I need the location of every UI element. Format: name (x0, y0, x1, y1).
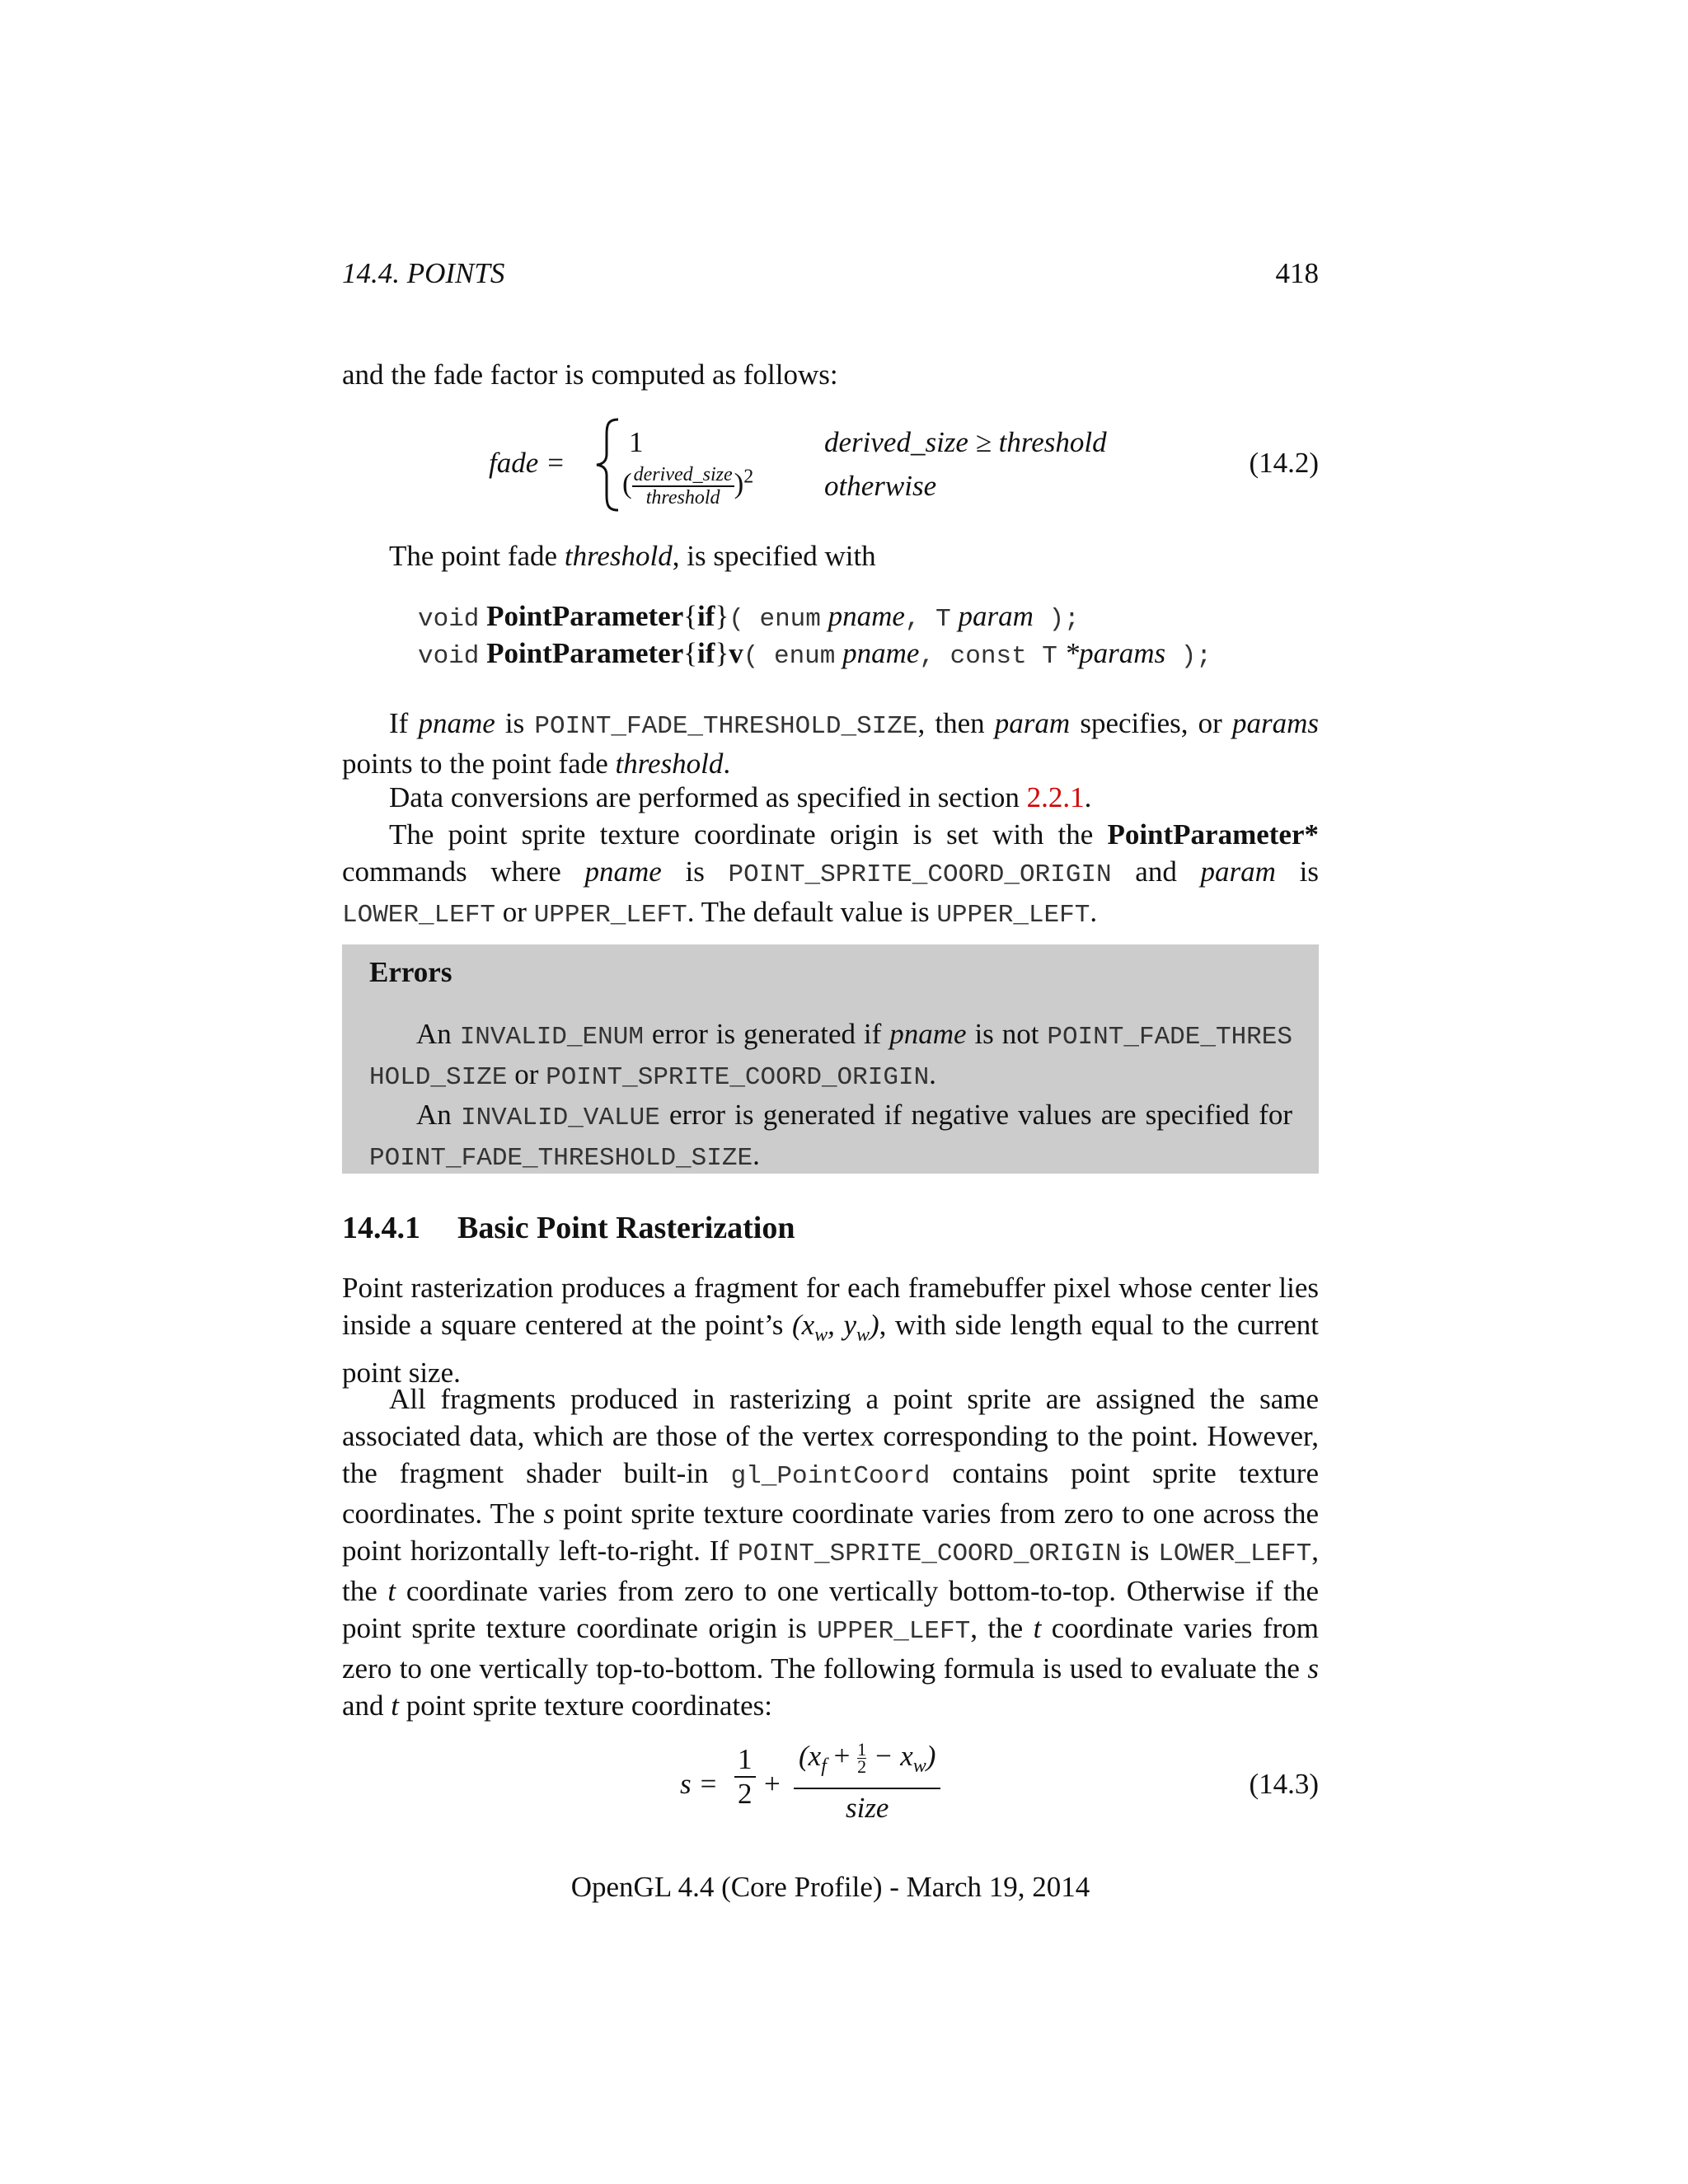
param-var: param (994, 707, 1071, 739)
text-run: coordinate varies from zero to one vertically top-to-bottom. The following formula is used to evaluate the (342, 1612, 1319, 1685)
text-run: . (723, 748, 731, 780)
text-run: is (1275, 855, 1319, 888)
paragraph-data-conversions (342, 779, 1319, 816)
fraction-denominator: size (845, 1792, 889, 1824)
t-var: t (391, 1690, 400, 1722)
subscript: w (912, 1755, 926, 1777)
constant: POINT_SPRITE_COORD_ORIGIN (738, 1540, 1122, 1568)
separator: , (904, 605, 936, 634)
paragraph-point-sprite (342, 1380, 1319, 1724)
text-run: , with side length equal to the current point size. (342, 1309, 1320, 1389)
return-type: void (418, 642, 480, 671)
constant: LOWER_LEFT (1158, 1540, 1312, 1568)
text-run: , is specified with (672, 540, 876, 572)
offset-fraction (794, 1735, 940, 1827)
constant: INVALID_VALUE (460, 1104, 660, 1132)
function-name: PointParameter (486, 600, 684, 632)
function-suffix: if (697, 637, 715, 669)
intro-paragraph: and the fade factor is computed as follows: (342, 359, 838, 391)
s-var: s (1307, 1652, 1319, 1685)
param-type: const T (950, 642, 1057, 671)
text-run: + (826, 1740, 858, 1772)
s-var: s (543, 1497, 555, 1530)
constant: POINT_SPRITE_COORD_ORIGIN (546, 1063, 930, 1092)
document-page (342, 0, 1319, 2184)
paragraph-point-rasterization (342, 1269, 1319, 1391)
constant: INVALID_ENUM (459, 1023, 644, 1052)
paren-open: ( (729, 605, 760, 634)
text-run: point sprite texture coordinates: (399, 1690, 772, 1722)
constant: POINT_SPRITE_COORD_ORIGIN (728, 860, 1112, 889)
text-run: All fragments produced in rasterizing a point sprite are assigned the same associated data, which are those of the vertex corresponding to the point. However, the fragment shader built-in (342, 1383, 1319, 1489)
constant: POINT_FADE_THRESHOLD_SIZE (534, 712, 918, 741)
param-type: T (935, 605, 951, 634)
equation-14-2 (342, 416, 1319, 515)
code-prototype-1 (418, 600, 1080, 634)
params-var: params (1231, 707, 1319, 739)
tiny-denominator: 2 (857, 1756, 867, 1778)
pname-var: pname (584, 855, 662, 888)
brace-open: { (683, 600, 698, 632)
text-run: is (495, 707, 535, 739)
paragraph-sprite-origin (342, 816, 1319, 934)
text-run: contains point sprite texture coordinates. The (342, 1457, 1319, 1530)
text-run: coordinate varies from zero to one vertically bottom-to-top. Otherwise if the point sprite texture coordinate origin is (342, 1575, 1319, 1644)
section-title: Basic Point Rasterization (457, 1211, 795, 1245)
text-run: . The default value is (687, 896, 937, 928)
text-run: or (495, 896, 534, 928)
text-run: , the (970, 1612, 1034, 1644)
text-run: Data conversions are performed as specified in section (389, 781, 1027, 813)
text-run: . (1084, 781, 1092, 813)
constant: UPPER_LEFT (817, 1617, 971, 1646)
text-run: . (929, 1058, 936, 1090)
point-coordinate (791, 1309, 879, 1346)
brace-open: { (683, 637, 698, 669)
equation-lhs: s = (680, 1768, 718, 1800)
subscript: w (856, 1324, 870, 1346)
return-type: void (418, 605, 480, 634)
text-run: The point fade (389, 540, 565, 572)
threshold-var: threshold (615, 748, 724, 780)
text-run: An (416, 1018, 460, 1050)
param-type: enum (759, 605, 821, 634)
text-run: . (1090, 896, 1098, 928)
fraction-numerator: 1 (734, 1743, 756, 1778)
tiny-fraction (857, 1739, 867, 1778)
errors-text (369, 1015, 1292, 1177)
param-name: param (958, 600, 1034, 632)
plus-sign: + (764, 1768, 781, 1800)
section-number: 14.4.1 (342, 1211, 420, 1245)
case1-condition: derived_size ≥ threshold (824, 426, 1107, 458)
text-run: and (342, 1690, 392, 1722)
page-footer: OpenGL 4.4 (Core Profile) - March 19, 2014 (570, 1871, 1090, 1903)
text-run: , the (342, 1535, 1319, 1607)
paren-open: ( (743, 642, 774, 671)
text-run: . (753, 1139, 760, 1171)
brace-close: } (715, 637, 729, 669)
text-run: is (1121, 1535, 1159, 1567)
text-run: (x (799, 1740, 822, 1772)
text-run: is (661, 855, 729, 888)
pname-var: pname (418, 707, 495, 739)
constant: POINT_FADE_THRESHOLD_SIZE (369, 1144, 753, 1173)
text-run: , then (917, 707, 995, 739)
text-run: points to the point fade (342, 748, 616, 780)
errors-box (342, 944, 1319, 1174)
param-name: *params (1064, 637, 1166, 669)
paragraph-pname-fade (342, 705, 1319, 782)
paren-close: ); (1165, 642, 1212, 671)
text-run: point sprite texture coordinate varies from zero to one across the point horizontally left-to-right. If (342, 1497, 1319, 1567)
code-prototype-2 (418, 637, 1212, 671)
t-var: t (1033, 1612, 1042, 1644)
param-name: pname (842, 637, 920, 669)
equation-number: (14.2) (1249, 447, 1319, 479)
text-run: commands where (342, 855, 585, 888)
text-run: ) (870, 1309, 879, 1341)
fraction-denominator: 2 (738, 1778, 753, 1810)
left-brace-icon (593, 416, 623, 513)
text-run: or (507, 1058, 546, 1090)
equation-lhs: fade = (489, 447, 565, 479)
text-run: and (1111, 855, 1201, 888)
text-run: specifies, or (1070, 707, 1232, 739)
text-run: An (416, 1099, 461, 1131)
text-run: − x (866, 1740, 913, 1772)
brace-close: } (715, 600, 729, 632)
page-number: 418 (1275, 257, 1319, 289)
constant: UPPER_LEFT (936, 901, 1090, 930)
constant: UPPER_LEFT (533, 901, 687, 930)
half-fraction (734, 1743, 756, 1811)
text-run: is not (966, 1018, 1048, 1050)
function-suffix: if (697, 600, 715, 632)
text-run: error is generated if negative values are specified for (659, 1099, 1293, 1131)
case2-denominator: threshold (645, 487, 720, 509)
param-name: pname (828, 600, 905, 632)
subscript: w (814, 1324, 828, 1346)
function-v: v (729, 637, 743, 669)
errors-title: Errors (369, 956, 452, 988)
constant: LOWER_LEFT (342, 901, 496, 930)
constant: POINT_FADE_THRESHOLD_SIZE (369, 1023, 1292, 1092)
running-head-title: 14.4. POINTS (342, 257, 505, 289)
text-run: (x (791, 1309, 815, 1341)
case2-exponent: 2 (743, 466, 754, 488)
case2-value: ( $\frac{\text{derived\_size}}{\text{threshold}}$ )$^2$ (622, 464, 754, 509)
pname-var: pname (889, 1018, 967, 1050)
text-run: If (389, 707, 419, 739)
paren-close: ); (1033, 605, 1080, 634)
equation-number: (14.3) (1249, 1768, 1319, 1800)
text-run: The point sprite texture coordinate origin is set with the (389, 818, 1108, 851)
threshold-var: threshold (564, 540, 673, 572)
text-run: Point rasterization produces a fragment for each framebuffer pixel whose center lies inside a square centered at the point’s (342, 1272, 1319, 1341)
equation-14-3 (342, 1735, 1319, 1834)
builtin-variable: gl_PointCoord (730, 1462, 931, 1491)
subscript: f (821, 1755, 827, 1777)
param-var: param (1200, 855, 1276, 888)
function-name: PointParameter (486, 637, 684, 669)
tiny-numerator: 1 (857, 1739, 867, 1760)
fraction-numerator (794, 1735, 940, 1789)
param-type: enum (773, 642, 836, 671)
fade-threshold-paragraph (342, 537, 1319, 574)
section-heading (342, 1210, 795, 1246)
case2-numerator: derived_size (633, 464, 733, 485)
command-name: PointParameter* (1107, 818, 1319, 851)
separator: , (919, 642, 950, 671)
case1-value: 1 (629, 426, 644, 458)
section-link[interactable]: 2.2.1 (1026, 781, 1085, 813)
text-run: error is generated if (643, 1018, 890, 1050)
text-run: ) (926, 1740, 936, 1772)
text-run: , y (828, 1309, 856, 1341)
t-var: t (387, 1575, 396, 1607)
case2-condition: otherwise (824, 470, 937, 502)
